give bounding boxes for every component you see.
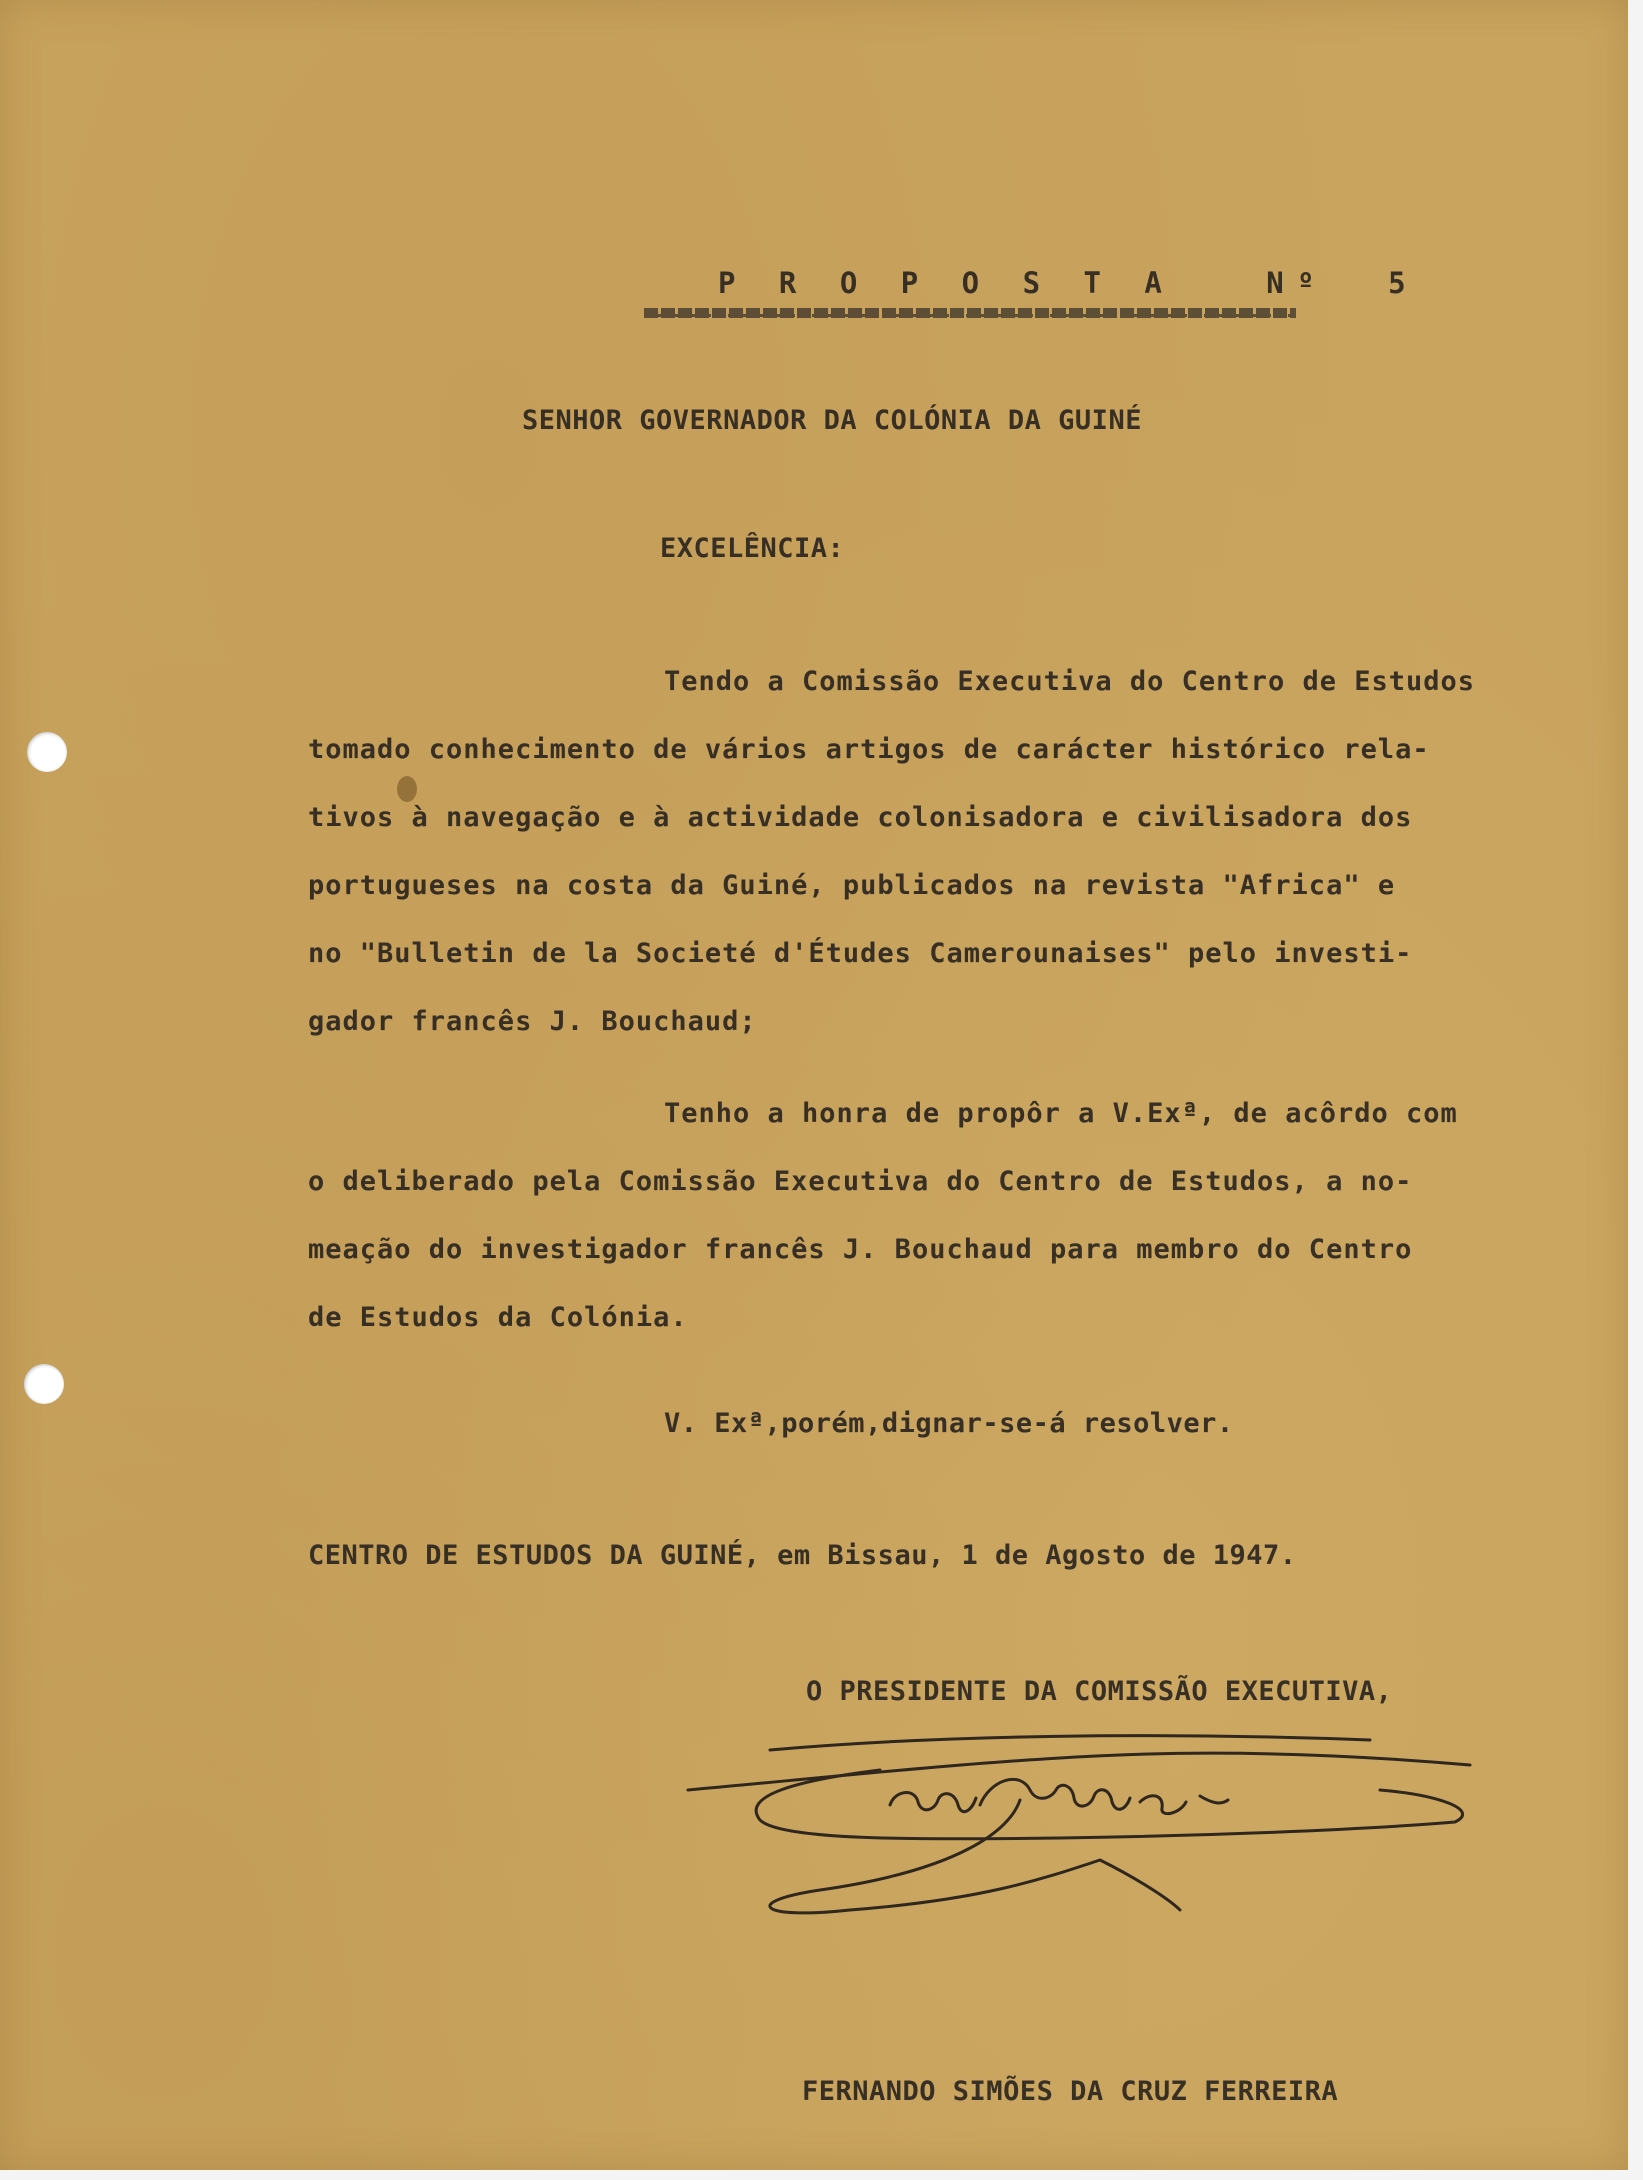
paragraph-2 bbox=[308, 1098, 1598, 1370]
text-line: tivos à navegação e à actividade colonisadora e civilisadora dos bbox=[308, 802, 1413, 833]
signatory-title: O PRESIDENTE DA COMISSÃO EXECUTIVA, bbox=[806, 1676, 1393, 1707]
title-underline bbox=[644, 308, 1296, 318]
text-line: Tenho a honra de propôr a V.Exª, de acôrdo com bbox=[664, 1098, 1458, 1129]
scan-margin-bottom bbox=[0, 2170, 1643, 2180]
scan-margin-right bbox=[1628, 0, 1643, 2180]
text-line: portugueses na costa da Guiné, publicados na revista "Africa" e bbox=[308, 870, 1396, 901]
punch-hole-bottom bbox=[24, 1364, 64, 1404]
handwritten-signature bbox=[680, 1710, 1500, 1930]
text-line: no "Bulletin de la Societé d'Études Camerounaises" pelo investi- bbox=[308, 938, 1413, 969]
text-line: tomado conhecimento de vários artigos de carácter histórico rela- bbox=[308, 734, 1430, 765]
text-line: gador francês J. Bouchaud; bbox=[308, 1006, 757, 1037]
paragraph-1 bbox=[308, 666, 1598, 1074]
text-line: meação do investigador francês J. Bouchaud para membro do Centro bbox=[308, 1234, 1413, 1265]
signatory-name: FERNANDO SIMÕES DA CRUZ FERREIRA bbox=[802, 2076, 1339, 2107]
place-and-date: CENTRO DE ESTUDOS DA GUINÉ, em Bissau, 1 de Agosto de 1947. bbox=[308, 1540, 1297, 1571]
greeting: EXCELÊNCIA: bbox=[660, 533, 845, 564]
punch-hole-top bbox=[27, 732, 67, 772]
closing-formula: V. Exª,porém,dignar-se-á resolver. bbox=[664, 1408, 1234, 1439]
addressee: SENHOR GOVERNADOR DA COLÓNIA DA GUINÉ bbox=[522, 405, 1142, 436]
document-title: P R O P O S T A Nº 5 bbox=[718, 266, 1419, 300]
text-line: de Estudos da Colónia. bbox=[308, 1302, 688, 1333]
text-line: o deliberado pela Comissão Executiva do Centro de Estudos, a no- bbox=[308, 1166, 1413, 1197]
text-line: Tendo a Comissão Executiva do Centro de Estudos bbox=[664, 666, 1476, 697]
